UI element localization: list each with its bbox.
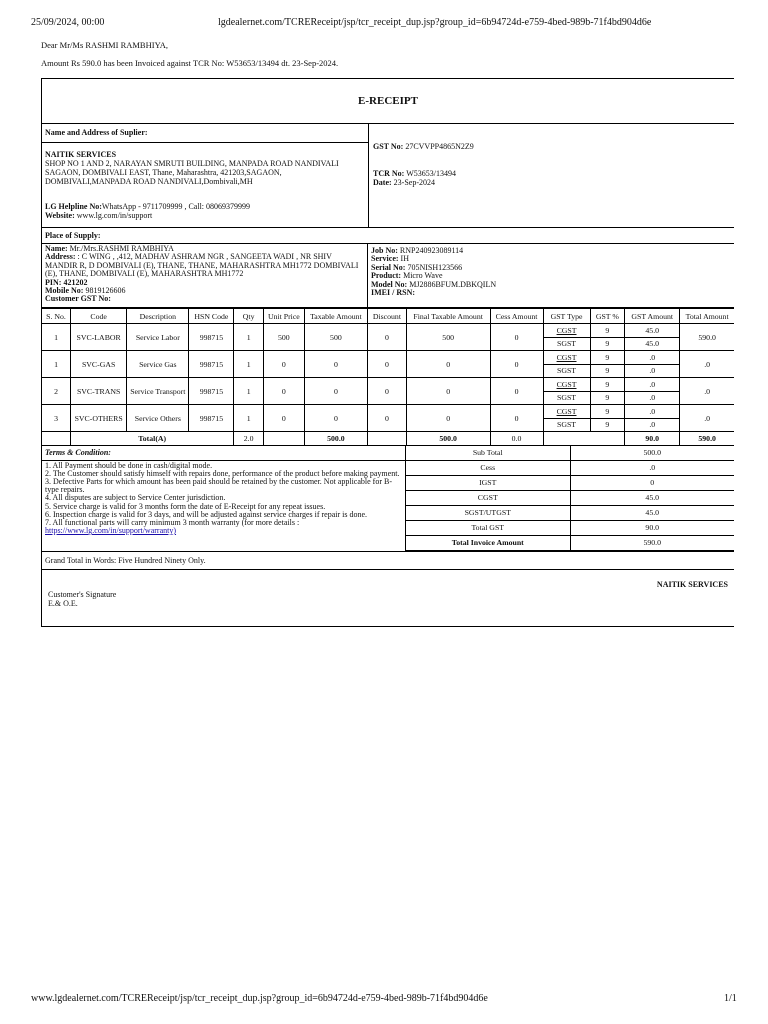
col-header: HSN Code (189, 309, 234, 324)
print-footer-url: www.lgdealernet.com/TCREReceipt/jsp/tcr_receipt_dup.jsp?group_id=6b94724d-e759-4bed-989b-71f4bd904d6e (31, 993, 488, 1004)
cell-p2: 9 (590, 364, 625, 378)
customer-address: : C WING , ,412, MADHAV ASHRAM NGR , SANGEETA WADI , NR SHIV MANDIR R, D DOMBIVALI (E), THANE, THANE, MAHARASHTRA MH1772 DOMBIVALI (E), THANE, DOMBIVALI (E), MAHARASHTRA MH1772 (45, 252, 359, 279)
col-header: Discount (368, 309, 407, 324)
term-line: 2. The Customer should satisfy himself with repairs done, performance of the product before making payment. (45, 468, 400, 478)
total-amount: 590.0 (680, 432, 734, 446)
pin-label: PIN: (45, 277, 62, 287)
cell-a1: .0 (625, 351, 680, 365)
total-cell-empty (42, 432, 71, 446)
cell-desc: Service Others (127, 405, 189, 432)
receipt-title: E-RECEIPT (42, 79, 734, 124)
totals-row (406, 520, 734, 535)
terms-header: Terms & Condition: (42, 446, 405, 461)
supplier-address: SHOP NO 1 AND 2, NARAYAN SMRUTI BUILDING, MANPADA ROAD NANDIVALI SAGAON, DOMBIVALI EAST, Thane, Maharashtra, 421203,SAGAON, DOMBIVALI,MANPADA ROAD NANDIVALI,Dombivali,MH (45, 159, 339, 186)
total-taxable: 500.0 (304, 432, 367, 446)
customer-gst-label: Customer GST No: (45, 294, 111, 304)
cell-t2: SGST (543, 337, 590, 351)
totals-label: Cess (406, 460, 570, 475)
cell-t1: CGST (543, 378, 590, 392)
model-number: MJ2886BFUM.DBKQILN (409, 279, 497, 289)
cell-unit: 0 (263, 351, 304, 378)
totals-row (406, 535, 734, 550)
cell-t1: CGST (543, 351, 590, 365)
e-receipt (41, 78, 734, 627)
total-cell-empty (368, 432, 407, 446)
supplier-header: Name and Address of Suplier: (42, 124, 368, 143)
cell-a2: .0 (625, 418, 680, 432)
cust-name-label: Name: (45, 244, 68, 253)
amount-line: Amount Rs 590.0 has been Invoiced against TCR No: W53653/13494 dt. 23-Sep-2024. (41, 58, 339, 68)
cell-p1: 9 (590, 405, 625, 419)
cell-taxable: 0 (304, 378, 367, 405)
amount-in-words: Grand Total in Words: Five Hundred Ninety Only. (42, 551, 734, 570)
supplier-section (42, 124, 734, 228)
place-of-supply-header: Place of Supply: (42, 228, 734, 244)
totals-label: SGST/UTGST (406, 505, 570, 520)
signature-section (42, 570, 734, 626)
gst-number: 27CVVPP4865N2Z9 (405, 142, 474, 151)
total-final-taxable: 500.0 (406, 432, 490, 446)
cell-qty: 1 (234, 378, 264, 405)
service-label: Service: (371, 254, 399, 264)
helpline-value: WhatsApp - 9711709999 , Call: 08069379999 (101, 202, 251, 211)
totals-row (406, 460, 734, 475)
model-label: Model No: (371, 279, 408, 289)
helpline-label: LG Helpline No: (45, 202, 102, 211)
cell-total: .0 (680, 351, 734, 378)
total-label: Total(A) (71, 432, 234, 446)
total-cell-empty (543, 432, 625, 446)
totals-value: .0 (570, 460, 734, 475)
total-qty: 2.0 (234, 432, 264, 446)
cell-qty: 1 (234, 405, 264, 432)
customer-name: Mr./Mrs.RASHMI RAMBHIYA (69, 244, 174, 253)
cell-unit: 500 (263, 324, 304, 351)
cell-discount: 0 (368, 324, 407, 351)
cell-final: 0 (406, 405, 490, 432)
customer-signature-label: Customer's Signature (48, 589, 117, 599)
totals-label: CGST (406, 490, 570, 505)
tcr-label: TCR No: (373, 169, 405, 178)
cell-a1: .0 (625, 405, 680, 419)
cell-t1: CGST (543, 324, 590, 338)
cell-sno: 2 (42, 378, 71, 405)
website-value: www.lg.com/in/support (76, 211, 153, 220)
cell-taxable: 0 (304, 351, 367, 378)
cell-p2: 9 (590, 391, 625, 405)
cell-discount: 0 (368, 405, 407, 432)
job-number: RNP240923089114 (399, 246, 464, 255)
website-label: Website: (45, 211, 75, 220)
total-row (42, 432, 734, 446)
cell-cess: 0 (490, 405, 543, 432)
col-header: Code (71, 309, 127, 324)
term-line: 1. All Payment should be done in cash/digital mode. (45, 460, 213, 470)
term-line: 3. Defective Parts for which amount has been paid should be retained by the customer. Not applicable for B-type repairs. (45, 476, 393, 495)
totals-value: 45.0 (570, 505, 734, 520)
totals-value: 45.0 (570, 490, 734, 505)
cell-sno: 3 (42, 405, 71, 432)
col-header: GST Amount (625, 309, 680, 324)
date-label: Date: (373, 178, 392, 187)
cell-cess: 0 (490, 351, 543, 378)
cell-p1: 9 (590, 378, 625, 392)
eoe-label: E.& O.E. (48, 598, 78, 608)
cell-code: SVC-OTHERS (71, 405, 127, 432)
cell-p1: 9 (590, 324, 625, 338)
lower-section (42, 446, 734, 551)
term-line: 4. All disputes are subject to Service Center jurisdiction. (45, 493, 226, 503)
totals-row (406, 475, 734, 490)
cell-desc: Service Gas (127, 351, 189, 378)
col-header: S. No. (42, 309, 71, 324)
cell-taxable: 500 (304, 324, 367, 351)
cell-p1: 9 (590, 351, 625, 365)
cell-t2: SGST (543, 391, 590, 405)
cell-t2: SGST (543, 418, 590, 432)
cell-desc: Service Transport (127, 378, 189, 405)
cell-sno: 1 (42, 324, 71, 351)
greeting: Dear Mr/Ms RASHMI RAMBHIYA, (41, 40, 169, 50)
total-cell-empty (263, 432, 304, 446)
totals-section (406, 446, 734, 551)
col-header: Unit Price (263, 309, 304, 324)
cell-a1: .0 (625, 378, 680, 392)
cell-sno: 1 (42, 351, 71, 378)
product-label: Product: (371, 271, 402, 281)
supplier-name: NAITIK SERVICES (45, 150, 117, 159)
cell-code: SVC-LABOR (71, 324, 127, 351)
terms-section (42, 446, 406, 551)
signature-company: NAITIK SERVICES (656, 579, 728, 589)
cell-total: .0 (680, 378, 734, 405)
table-row (42, 405, 734, 419)
table-row (42, 324, 734, 338)
warranty-link[interactable]: https://www.lg.com/in/support/warranty) (45, 526, 177, 536)
items-table (42, 308, 734, 446)
product-name: Micro Wave (403, 271, 443, 281)
totals-value: 90.0 (570, 520, 734, 535)
col-header: Taxable Amount (304, 309, 367, 324)
cell-final: 0 (406, 378, 490, 405)
term-line: 6. Inspection charge is valid for 3 days, and will be adjusted against service charges if repair is done. (45, 509, 368, 519)
service-type: IH (400, 254, 409, 264)
items-header-row (42, 309, 734, 324)
term-line: 7. All functional parts will carry minimum 3 month warranty (for more details : (45, 517, 300, 527)
cell-unit: 0 (263, 378, 304, 405)
cell-desc: Service Labor (127, 324, 189, 351)
cell-hsn: 998715 (189, 351, 234, 378)
totals-label: Total Invoice Amount (406, 535, 570, 550)
cell-discount: 0 (368, 351, 407, 378)
customer-pin: 421202 (63, 277, 88, 287)
cell-taxable: 0 (304, 405, 367, 432)
job-label: Job No: (371, 246, 398, 255)
totals-label: Sub Total (406, 446, 570, 461)
cell-code: SVC-GAS (71, 351, 127, 378)
totals-value: 0 (570, 475, 734, 490)
col-header: Cess Amount (490, 309, 543, 324)
term-line: 5. Service charge is valid for 3 months form the date of E-Receipt for any repeat issues. (45, 501, 326, 511)
totals-label: Total GST (406, 520, 570, 535)
totals-value: 590.0 (570, 535, 734, 550)
imei-label: IMEI / RSN: (371, 288, 416, 298)
print-timestamp: 25/09/2024, 00:00 (31, 17, 105, 28)
total-gst: 90.0 (625, 432, 680, 446)
gst-label: GST No: (373, 142, 404, 151)
col-header: GST % (590, 309, 625, 324)
totals-label: IGST (406, 475, 570, 490)
col-header: Final Taxable Amount (406, 309, 490, 324)
cell-final: 0 (406, 351, 490, 378)
cell-hsn: 998715 (189, 324, 234, 351)
cell-a2: .0 (625, 391, 680, 405)
tcr-number: W53653/13494 (406, 169, 456, 178)
col-header: Qty (234, 309, 264, 324)
cell-qty: 1 (234, 324, 264, 351)
totals-value: 500.0 (570, 446, 734, 461)
cell-total: .0 (680, 405, 734, 432)
place-of-supply-section (42, 244, 734, 308)
cell-a2: .0 (625, 364, 680, 378)
cell-p2: 9 (590, 337, 625, 351)
print-page-number: 1/1 (724, 993, 737, 1004)
mobile-label: Mobile No: (45, 286, 84, 296)
cell-qty: 1 (234, 351, 264, 378)
col-header: Total Amount (680, 309, 734, 324)
serial-number: 705NISH123566 (407, 262, 463, 272)
print-header-url: lgdealernet.com/TCREReceipt/jsp/tcr_receipt_dup.jsp?group_id=6b94724d-e759-4bed-989b-71f4bd904d6e (218, 17, 652, 28)
cell-unit: 0 (263, 405, 304, 432)
serial-label: Serial No: (371, 262, 406, 272)
table-row (42, 378, 734, 392)
totals-row (406, 505, 734, 520)
cell-a1: 45.0 (625, 324, 680, 338)
cell-cess: 0 (490, 324, 543, 351)
total-cess: 0.0 (490, 432, 543, 446)
totals-row (406, 446, 734, 461)
cell-cess: 0 (490, 378, 543, 405)
cell-code: SVC-TRANS (71, 378, 127, 405)
cell-t2: SGST (543, 364, 590, 378)
totals-row (406, 490, 734, 505)
customer-mobile: 9819126606 (85, 286, 126, 296)
table-row (42, 351, 734, 365)
col-header: GST Type (543, 309, 590, 324)
cust-address-label: Address: (45, 252, 76, 262)
cell-discount: 0 (368, 378, 407, 405)
cell-hsn: 998715 (189, 405, 234, 432)
cell-p2: 9 (590, 418, 625, 432)
col-header: Description (127, 309, 189, 324)
cell-t1: CGST (543, 405, 590, 419)
cell-total: 590.0 (680, 324, 734, 351)
receipt-date: 23-Sep-2024 (393, 178, 435, 187)
cell-final: 500 (406, 324, 490, 351)
cell-hsn: 998715 (189, 378, 234, 405)
cell-a2: 45.0 (625, 337, 680, 351)
